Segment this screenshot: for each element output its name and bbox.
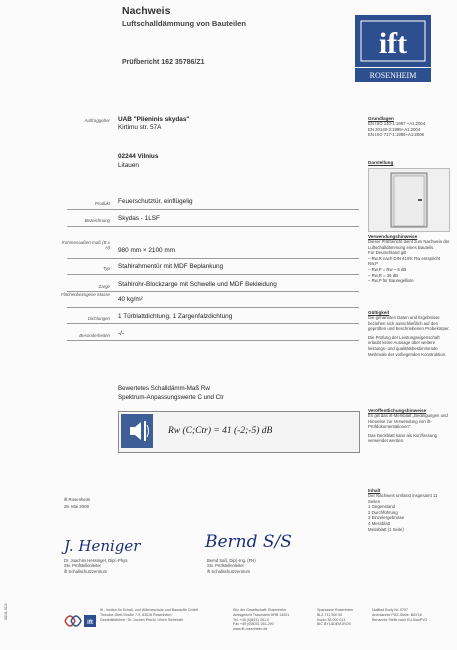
type-value: Stahlrahmentür mit MDF Beplankung bbox=[118, 263, 224, 270]
publication-text: Es gilt das ift-Merkblatt „Bedingungen und Hinweise zur Verwendung von ift-Prüfdokumentationen". bbox=[368, 413, 448, 430]
rating-formula: Rw (C;Ctr) = 41 (-2;-5) dB bbox=[168, 426, 273, 436]
sidebar-drawing bbox=[368, 160, 450, 165]
rating-line-1: Bewertetes Schalldämm-Maß Rw bbox=[118, 385, 210, 392]
product-value: Feuerschutztür, einflügelig bbox=[118, 198, 193, 205]
signature-right-script: Bernd S/S bbox=[205, 532, 292, 552]
footer-col-3 bbox=[317, 608, 353, 627]
footer-col-1 bbox=[100, 608, 198, 622]
client-line-1: UAB "Plieninis skydas" bbox=[118, 116, 190, 123]
sidebar-usage bbox=[368, 234, 450, 284]
footer-line: Tel. +49 (0)8031 261-0 bbox=[233, 617, 270, 622]
signer-right-role: Stv. Prüfstellenleiter bbox=[207, 563, 244, 569]
contents-title: Inhalt bbox=[368, 488, 381, 493]
publication-text-2: Das Deckblatt kann als Kurzfassung verwendet werden. bbox=[368, 432, 438, 444]
special-value: -/- bbox=[118, 330, 125, 337]
doc-subtitle: Luftschalldämmung von Bauteilen bbox=[122, 19, 247, 28]
basics-title: Grundlagen bbox=[368, 116, 394, 121]
contents-item: 1 Gegenstand bbox=[368, 504, 395, 510]
report-number: Prüfbericht 162 35786/Z1 bbox=[122, 59, 205, 66]
signer-left-role: Stv. Prüfstellenleiter bbox=[64, 563, 101, 569]
sidebar-contents bbox=[368, 488, 450, 532]
footer-line: Theodor-Gietl-Straße 7-9, 83026 Rosenheim bbox=[100, 612, 172, 617]
signature-left-script: J. Heniger bbox=[64, 537, 141, 555]
rating-line-2: Spektrum-Anpassungswerte C und Ctr bbox=[118, 394, 224, 401]
client-label: Auftraggeber bbox=[84, 118, 110, 123]
special-label: Besonderheiten bbox=[79, 333, 110, 338]
sidebar-publication bbox=[368, 408, 450, 444]
signer-left-org: ift Schallschutzzentrum bbox=[64, 568, 108, 574]
designation-value: Skydas - 1LSF bbox=[118, 215, 160, 222]
contents-item: 2 Durchführung bbox=[368, 509, 398, 515]
validity-text: Die genannten Daten und Ergebnisse beziehen sich ausschließlich auf den geprüften und beschriebenen Probekörper. bbox=[368, 315, 450, 332]
client-line-5: Litauen bbox=[118, 162, 139, 169]
signer-right-name: Bernd Saß, Dipl.-Ing. (FH) bbox=[207, 558, 256, 563]
footer-line: Sitz der Gesellschaft: Rosenheim bbox=[233, 608, 287, 612]
ift-logo bbox=[353, 15, 433, 83]
frame-value: Stahlrohr-Blockzarge mit Schwelle und MDF Bekleidung bbox=[118, 281, 277, 288]
footer-line: BLZ 711 500 00 bbox=[317, 612, 343, 617]
footer-line: Fax +49 (0)8031 261-290 bbox=[233, 622, 274, 627]
footer-line: Konto 38 000 013 bbox=[317, 617, 346, 622]
usage-title: Verwendungshinweise bbox=[368, 234, 418, 239]
footer-logo-icon bbox=[62, 609, 98, 633]
designation-label: Bezeichnung bbox=[84, 218, 110, 223]
contents-item: 3 Einzelergebnisse bbox=[368, 515, 405, 521]
validity-text-2: Die Prüfung der Leistungseigenschaft erlaubt keine Aussage über weitere leistungs- und qualitätsbestimmende Merkmale der vorliegenden Konstruktion. bbox=[368, 334, 447, 357]
publication-title: Veröffentlichungshinweise bbox=[368, 408, 427, 413]
product-label: Produkt bbox=[94, 201, 110, 206]
footer-col-4 bbox=[372, 608, 427, 622]
seals-value: 1 Türblattdichtung, 1 Zargenfalzdichtung bbox=[118, 313, 233, 320]
drawing-title: Darstellung bbox=[368, 160, 394, 165]
mass-label: Flächenbezogene Masse bbox=[60, 292, 110, 297]
signer-left-name: Dr. Joachim Hessinger, Dipl.-Phys. bbox=[64, 558, 129, 563]
mass-value: 40 kg/m² bbox=[118, 296, 143, 303]
door-illustration bbox=[368, 168, 450, 232]
doc-title: Nachweis bbox=[122, 5, 171, 17]
validity-title: Gültigkeit bbox=[368, 310, 390, 315]
side-code: 08/11-01/1 bbox=[4, 603, 8, 620]
usage-bullet: – Rw,R = 36 dB bbox=[368, 272, 398, 278]
footer-line: Sparkasse Rosenheim bbox=[317, 608, 354, 612]
footer-line: Anerkannte PÜZ-Stelle: BAY18 bbox=[372, 612, 422, 617]
client-line-2: Kirtimu str. 57A bbox=[118, 124, 162, 131]
signer-left bbox=[64, 558, 128, 574]
frame-size-label: Rahmenaußen-maß (B x H) bbox=[61, 240, 110, 250]
basics-item: EN 20140-3:1995+A1:2004 bbox=[368, 126, 421, 132]
client-line-4: 02244 Vilnius bbox=[118, 153, 159, 160]
footer-line: Benannte Stelle nach EU-BauPVO bbox=[372, 617, 428, 622]
date: 28. Mai 2008 bbox=[64, 504, 89, 509]
usage-bullet: – Rw,P = Rw – 5 dB bbox=[368, 266, 407, 272]
usage-bullet: – Rw,P für Bauregelliste bbox=[368, 278, 414, 284]
usage-text: Dieser Prüfbericht dient zum Nachweis der Luftschalldämmung eines Bauteils. bbox=[368, 239, 450, 250]
usage-de: Für Deutschland gilt bbox=[368, 250, 407, 256]
basics-item: EN ISO 140-1:1997 +A1:2004 bbox=[368, 121, 426, 126]
footer-col-2 bbox=[233, 608, 289, 632]
contents-item: 4 Messblatt bbox=[368, 520, 390, 526]
signer-right-org: ift Schallschutzzentrum bbox=[207, 568, 251, 574]
footer-line: ift - Institut für Schall- und Wärmeschutz und Baustoffe GmbH bbox=[100, 608, 199, 612]
sidebar-basics bbox=[368, 116, 450, 138]
place: ift Rosenheim bbox=[64, 497, 91, 502]
basics-item: EN ISO 717-1:1996+A1:2006 bbox=[368, 132, 425, 138]
footer-line: BIC BYLADEM1ROS bbox=[317, 622, 351, 627]
contents-item: Messblatt (1 Seite) bbox=[368, 526, 404, 532]
signer-right bbox=[207, 558, 256, 574]
footer-line: www.ift-rosenheim.de bbox=[233, 627, 268, 632]
seals-label: Dichtungen bbox=[87, 316, 110, 321]
footer-line: Notified Body Nr. 0757 bbox=[372, 608, 408, 612]
signature-left bbox=[64, 537, 140, 555]
logo-text bbox=[355, 17, 356, 18]
frame-label: Zarge bbox=[98, 284, 110, 289]
type-label: Typ bbox=[103, 266, 110, 271]
usage-bullet: – Rw,R nach DIN 4109: Rw entspricht Rw,P bbox=[368, 255, 441, 267]
frame-size-value: 980 mm × 2100 mm bbox=[118, 247, 176, 254]
sidebar-validity bbox=[368, 310, 450, 357]
svg-text:ift: ift bbox=[378, 27, 408, 60]
footer-line: Amtsgericht Traunstein HRB 14521 bbox=[233, 612, 290, 617]
speaker-icon bbox=[121, 414, 153, 448]
svg-text:ROSENHEIM: ROSENHEIM bbox=[369, 71, 417, 80]
signature-right bbox=[205, 532, 292, 552]
contents-intro: Der Nachweis umfasst insgesamt 11 Seiten bbox=[368, 493, 438, 504]
svg-text:ift: ift bbox=[87, 620, 93, 626]
footer-line: Geschäftsführer: Dr. Jochen Peichl, Ulrich Sieberath bbox=[100, 617, 184, 622]
